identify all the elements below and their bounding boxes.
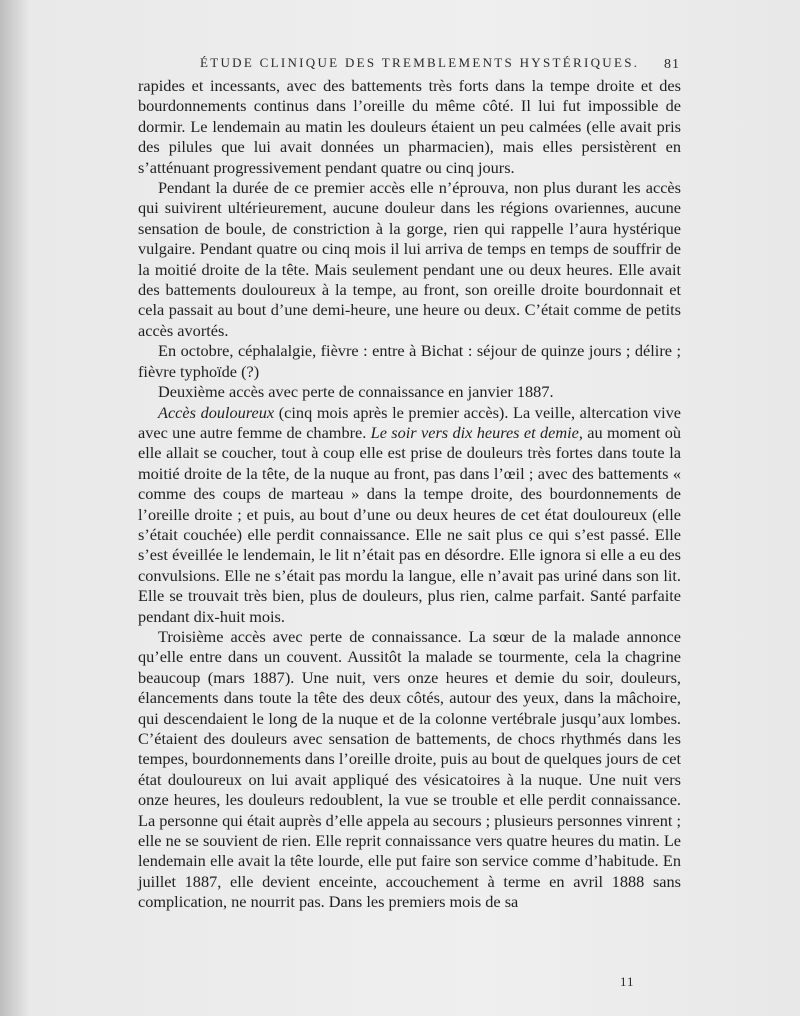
paragraph-text: (cinq mois après le premier accès). La veille, altercation vive avec une autre femme de chambre. [138, 402, 681, 442]
sheet-signature: 11 [620, 974, 635, 989]
running-head: ÉTUDE CLINIQUE DES TREMBLEMENTS HYSTÉRIQUES. [200, 55, 640, 70]
paragraph [138, 382, 681, 402]
italic-phrase: Accès douloureux [158, 402, 275, 422]
paragraph-text: rapides et incessants, avec des battements très forts dans la tempe droite et des bourdonnements continus dans l’oreille du même côté. Il lui fut impossible de dormir. Le lendemain au matin les douleurs étaient un peu calmées (elle avait pris des pilules que lui avait données un pharmacien), mais elles persistèrent en s’atténuant progressivement pendant quatre ou cinq jours. [138, 76, 681, 177]
paragraph-text: au moment où elle allait se coucher, tout à coup elle est prise de douleurs très fortes dans toute la moitié droite de la tête, de la nuque au front, pas dans l’œil ; avec des battements « comme des coups de marteau » dans la tempe droite, des bourdonnements de l’oreille droite ; et puis, au bout d’une ou deux heures de cet état douloureux (elle s’était couchée) elle perdit connaissance. Elle ne sait plus ce qui s’est passé. Elle s’est éveillée le lendemain, le lit n’était pas en désordre. Elle ignora si elle a eu des convulsions. Elle ne s’était pas mordu la langue, elle n’avait pas uriné dans son lit. Elle se trouvait très bien, plus de douleurs, plus rien, calme parfait. Santé parfaite pendant dix-huit mois. [138, 422, 681, 626]
page-number: 81 [664, 57, 680, 72]
paragraph-text: Pendant la durée de ce premier accès elle n’éprouva, non plus durant les accès qui suivirent ultérieurement, aucune douleur dans les régions ovariennes, aucune sensation de boule, de constriction à la gorge, rien qui rappelle l’aura hystérique vulgaire. Pendant quatre ou cinq mois il lui arriva de temps en temps de souffrir de la moitié droite de la tête. Mais seulement pendant une ou deux heures. Elle avait des battements douloureux à la tempe, au front, son oreille droite bourdonnait et cela passait au bout d’une demi-heure, une heure ou deux. C’était comme de petits accès avortés. [138, 178, 681, 340]
paragraph-text: Troisième accès avec perte de connaissance. La sœur de la malade annonce qu’elle entre dans un couvent. Aussitôt la malade se tourmente, cela la chagrine beaucoup (mars 1887). Une nuit, vers onze heures et demie du soir, douleurs, élancements dans toute la tête des deux côtés, autour des yeux, dans la mâchoire, qui descendaient le long de la nuque et de la colonne vertébrale jusqu’aux lombes. C’étaient des douleurs avec sensation de battements, de chocs rhythmés dans les tempes, bourdonnements dans l’oreille droite, puis au bout de quelques jours de cet état douloureux on lui avait appliqué des vésicatoires à la nuque. Une nuit vers onze heures, les douleurs redoublent, la vue se trouble et elle perdit connaissance. La personne qui était auprès d’elle appela au secours ; plusieurs personnes vinrent ; elle ne se souvient de rien. Elle reprit connaissance vers quatre heures du matin. Le lendemain elle avait la tête lourde, elle put faire son service comme d’habitude. En juillet 1887, elle devient enceinte, accouchement à terme en avril 1888 sans complication, ne nourrit pas. Dans les premiers mois de sa [138, 626, 681, 912]
paragraph [138, 341, 681, 382]
paragraph [138, 627, 681, 913]
italic-phrase: Le soir vers dix heures et demie, [370, 422, 583, 442]
paragraph [138, 178, 681, 341]
paragraph [138, 403, 681, 627]
paragraph-text: Deuxième accès avec perte de connaissance en janvier 1887. [158, 382, 554, 402]
page-header [140, 55, 680, 77]
paragraph-text: En octobre, céphalalgie, fièvre : entre à Bichat : séjour de quinze jours ; délire ; fièvre typhoïde (?) [138, 341, 681, 381]
paragraph [138, 76, 681, 178]
body-text [138, 76, 681, 913]
